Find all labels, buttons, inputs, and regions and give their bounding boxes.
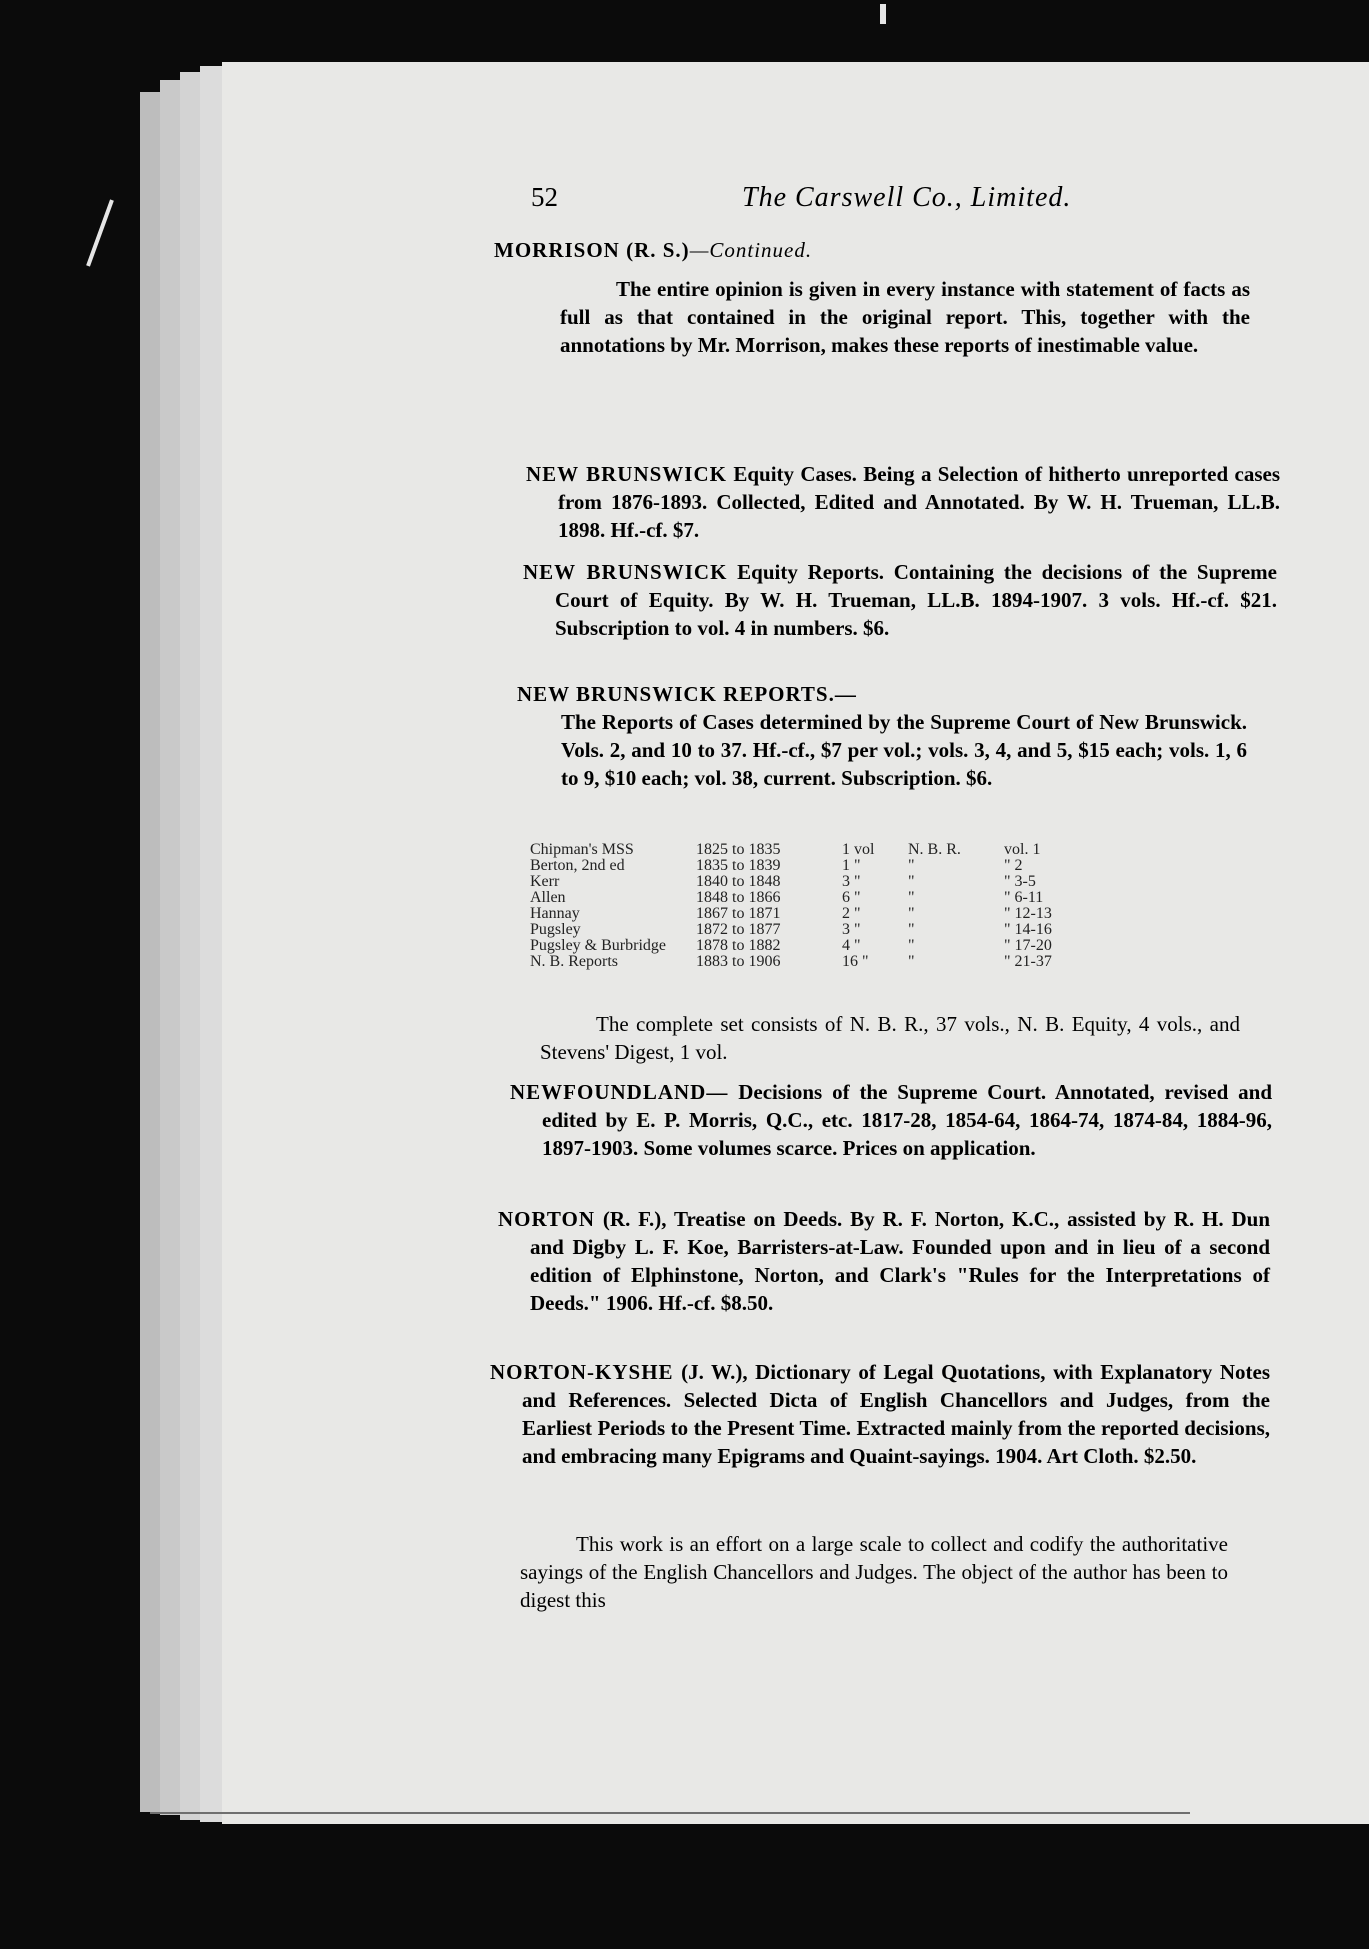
- entry-text: Decisions of the Supreme Court. Annotated, revised and edited by E. P. Morris, Q.C., etc. 1817-28, 1854-64, 1864-74, 1874-84, 1884-96, 1897-1903. Some volumes scarce. Prices on application.: [542, 1080, 1272, 1160]
- entry-keyword: NORTON-KYSHE: [490, 1360, 674, 1384]
- table-cell-years: 1883 to 1906: [696, 953, 781, 970]
- table-cell-series: ": [908, 889, 915, 906]
- table-row: [530, 938, 1058, 954]
- entry-keyword: NEW BRUNSWICK: [523, 560, 728, 584]
- entry-text: (R. F.), Treatise on Deeds. By R. F. Norton, K.C., assisted by R. H. Dun and Digby L. F. Koe, Barristers-at-Law. Founded upon and in lieu of a second edition of Elphinstone, Norton, and Clark's "Rules for the Interpretations of Deeds." 1906. Hf.-cf. $8.50.: [530, 1207, 1270, 1315]
- table-cell-series: N. B. R.: [908, 841, 961, 858]
- table-cell-name: Kerr: [530, 873, 560, 890]
- scan-artifact: [880, 4, 886, 24]
- entry-initials: (R. S.): [626, 238, 690, 262]
- table-cell-vol-no: " 6-11: [1004, 889, 1044, 906]
- page-header: [0, 182, 1369, 222]
- entry-text: (J. W.), Dictionary of Legal Quotations, with Explanatory Notes and References. Selected Dicta of English Chancellors and Judges, from the Earliest Periods to the Present Time. Extracted mainly from the reported decisions, and embracing many Epigrams and Quaint-sayings. 1904. Art Cloth. $2.50.: [522, 1360, 1270, 1468]
- table-cell-name: Pugsley: [530, 921, 581, 938]
- closing-paragraph: This work is an effort on a large scale to collect and codify the authoritative sayings of the English Chancellors and Judges. The object of the author has been to digest this: [520, 1532, 1228, 1612]
- reports-table: [530, 842, 1058, 970]
- table-cell-name: Hannay: [530, 905, 580, 922]
- catalog-entry: [517, 680, 1247, 792]
- table-cell-vol-no: " 2: [1004, 857, 1023, 874]
- entry-text: The Reports of Cases determined by the Supreme Court of New Brunswick. Vols. 2, and 10 to 37. Hf.-cf., $7 per vol.; vols. 3, 4, and 5, $15 each; vols. 1, 6 to 9, $10 each; vol. 38, current. Subscription. $6.: [561, 710, 1247, 790]
- entry-text: Equity Cases. Being a Selection of hitherto unreported cases from 1876-1893. Collected, Edited and Annotated. By W. H. Trueman, LL.B. 1898. Hf.-cf. $7.: [558, 462, 1281, 542]
- table-cell-series: ": [908, 857, 915, 874]
- table-cell-vol-no: " 14-16: [1004, 921, 1052, 938]
- table-cell-name: N. B. Reports: [530, 953, 618, 970]
- entry-keyword: NEW BRUNSWICK REPORTS.—: [517, 682, 857, 706]
- table-cell-vol-no: vol. 1: [1004, 841, 1041, 858]
- table-cell-vol-no: " 12-13: [1004, 905, 1052, 922]
- table-cell-vols: 2 ": [842, 905, 861, 922]
- table-cell-series: ": [908, 953, 915, 970]
- table-cell-years: 1835 to 1839: [696, 857, 781, 874]
- table-row: [530, 890, 1058, 906]
- continued-paragraph: The entire opinion is given in every instance with statement of facts as full as that contained in the original report. This, together with the annotations by Mr. Morrison, makes these reports of inestimable value.: [560, 277, 1250, 357]
- entry-keyword: NORTON: [498, 1207, 596, 1231]
- catalog-entry: [498, 1205, 1270, 1317]
- complete-set-note: The complete set consists of N. B. R., 37 vols., N. B. Equity, 4 vols., and Stevens' Digest, 1 vol.: [540, 1012, 1240, 1064]
- entry-keyword: NEW BRUNSWICK: [526, 462, 727, 486]
- page-bottom-edge: [150, 1812, 1190, 1814]
- entry-name: MORRISON: [494, 238, 620, 262]
- table-cell-years: 1825 to 1835: [696, 841, 781, 858]
- table-row: [530, 874, 1058, 890]
- table-cell-vol-no: " 3-5: [1004, 873, 1036, 890]
- page-number: 52: [531, 182, 558, 212]
- catalog-entry: [490, 1358, 1270, 1470]
- table-row: [530, 842, 1058, 858]
- table-cell-name: Allen: [530, 889, 566, 906]
- table-row: [530, 922, 1058, 938]
- table-row: [530, 954, 1058, 970]
- table-cell-name: Chipman's MSS: [530, 841, 634, 858]
- table-cell-vols: 4 ": [842, 937, 861, 954]
- table-cell-vols: 3 ": [842, 873, 861, 890]
- catalog-entry: [526, 460, 1280, 544]
- table-cell-name: Berton, 2nd ed: [530, 857, 625, 874]
- catalog-entry: [510, 1078, 1272, 1162]
- table-cell-vols: 3 ": [842, 921, 861, 938]
- continued-heading: [494, 238, 812, 263]
- table-cell-name: Pugsley & Burbridge: [530, 937, 666, 954]
- catalog-entry: [523, 558, 1277, 642]
- table-cell-years: 1872 to 1877: [696, 921, 781, 938]
- table-cell-vol-no: " 17-20: [1004, 937, 1052, 954]
- table-cell-years: 1848 to 1866: [696, 889, 781, 906]
- table-cell-vols: 1 vol: [842, 841, 875, 858]
- table-cell-vols: 1 ": [842, 857, 861, 874]
- continued-note: —Continued.: [689, 238, 813, 262]
- table-row: [530, 906, 1058, 922]
- table-cell-series: ": [908, 873, 915, 890]
- table-cell-vol-no: " 21-37: [1004, 953, 1052, 970]
- table-cell-vols: 6 ": [842, 889, 861, 906]
- entry-text: Equity Reports. Containing the decisions of the Supreme Court of Equity. By W. H. Trueman, LL.B. 1894-1907. 3 vols. Hf.-cf. $21. Subscription to vol. 4 in numbers. $6.: [555, 560, 1278, 640]
- entry-keyword: NEWFOUNDLAND—: [510, 1080, 729, 1104]
- table-cell-series: ": [908, 905, 915, 922]
- table-cell-series: ": [908, 921, 915, 938]
- table-cell-years: 1840 to 1848: [696, 873, 781, 890]
- table-row: [530, 858, 1058, 874]
- table-cell-years: 1867 to 1871: [696, 905, 781, 922]
- running-head: The Carswell Co., Limited.: [742, 182, 1072, 213]
- table-cell-series: ": [908, 937, 915, 954]
- table-cell-years: 1878 to 1882: [696, 937, 781, 954]
- table-cell-vols: 16 ": [842, 953, 869, 970]
